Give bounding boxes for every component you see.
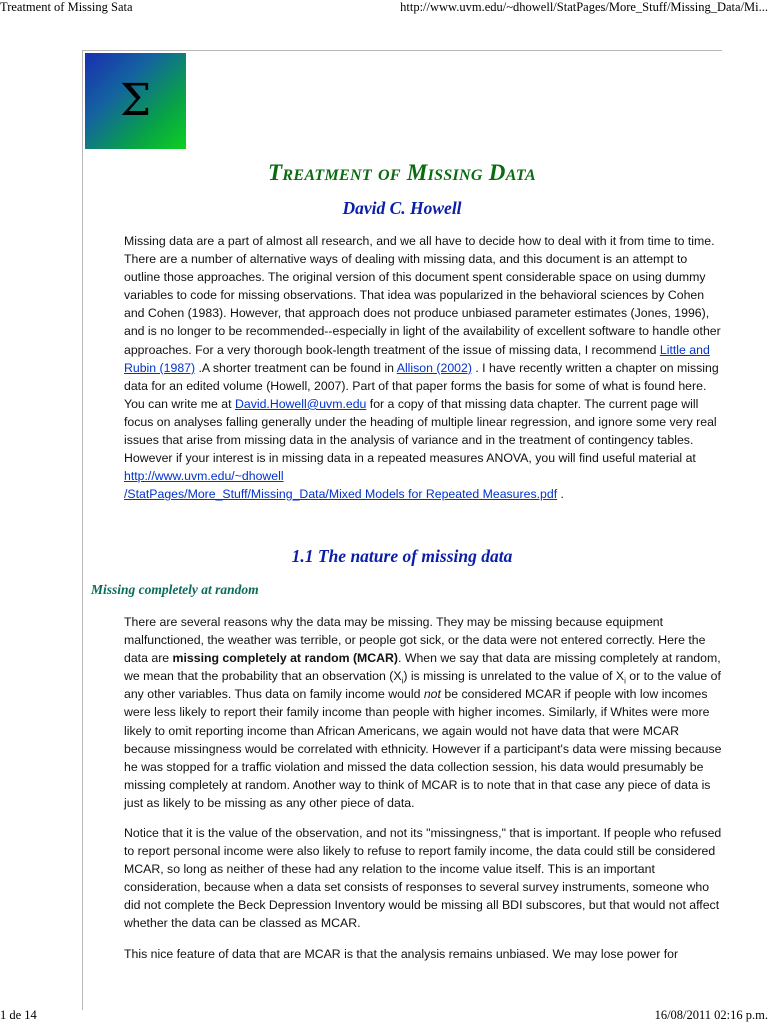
repeated-measures-link-line-1: http://www.uvm.edu/~dhowell — [124, 469, 284, 484]
content-frame-top-border — [82, 50, 722, 51]
intro-text-1: Missing data are a part of almost all research, and we all have to decide how to deal with it from time to time. There are a number of alternative ways of dealing with missing data, and this document is an attempt to outline those approaches. The original version of this document spent considerable space on using dummy variables to code for missing observations. That idea was popularized in the behavioral sciences by Cohen and Cohen (1983). However, that approach does not produce unbiased parameter estimates (Jones, 1996), and is no longer to be recommended--especially in light of the availability of excellent software to handle other approaches. For a very thorough book-length treatment of the issue of missing data, I recommend — [124, 234, 721, 357]
mcar-text-2: . When we say that data are missing completely at random, we mean that the probability that an observation (X — [124, 651, 721, 684]
print-datetime: 16/08/2011 02:16 p.m. — [654, 1008, 768, 1022]
missingness-paragraph: Notice that it is the value of the observation, and not its "missingness," that is important. If people who refused to report personal income were also likely to refuse to report family income, the data could still be considered MCAR, so long as neither of these had any relation to the income value itself. This is an important consideration, because when a data set consists of responses to several survey instruments, someone who did not complete the Beck Depression Inventory would be missing all BDI subscores, but that would not affect whether the data can be classed as MCAR. — [124, 826, 722, 931]
content-frame-left-border — [82, 50, 83, 1010]
intro-text-5: . — [557, 487, 564, 502]
allison-link[interactable]: Allison (2002) — [396, 360, 472, 375]
intro-text-2: .A shorter treatment can be found in — [195, 360, 397, 375]
mcar-text-3: ) is missing is unrelated to the value of X — [403, 669, 625, 684]
emphasis-not: not — [423, 687, 441, 702]
section-heading: 1.1 The nature of missing data — [291, 546, 513, 566]
mcar-text-1: There are several reasons why the data may be missing. They may be missing because equipment malfunctioned, the weather was terrible, or people got sick, or the data were not entered correctly. Here the data are — [124, 615, 706, 666]
page-url: http://www.uvm.edu/~dhowell/StatPages/More_Stuff/Missing_Data/Mi... — [400, 0, 768, 14]
intro-text-4: for a copy of that missing data chapter. The current page will focus on analyses falling generally under the heading of multiple linear regression, and ignore some very real issues that arise from missing data in the analysis of variance and in the treatment of contingency tables. However if your interest is in missing data in a repeated measures ANOVA, you will find useful material at — [124, 396, 717, 466]
page-number: 1 de 14 — [0, 1008, 37, 1022]
little-rubin-link[interactable]: Little and Rubin (1987) — [124, 342, 710, 375]
page-title: Treatment of Missing Sata — [0, 0, 133, 14]
repeated-measures-link-line-2: /StatPages/More_Stuff/Missing_Data/Mixed Models for Repeated Measures.pdf — [124, 487, 558, 502]
print-footer — [0, 1008, 768, 1024]
mcar-text-5: be considered MCAR if people with low incomes were less likely to report their family income than people with higher incomes. Similarly, if Whites were more likely to omit reporting income than African Americans, we again would not have data that were MCAR because missingness would be correlated with ethnicity. However if a participant's data were missing because he was stopped for a traffic violation and missed the data collection session, his data would presumably be missing completely at random. Another way to think of MCAR is to note that in that case any piece of data is just as likely to be missing as any other piece of data. — [124, 687, 722, 810]
document-title: Treatment of Missing Data — [268, 160, 536, 185]
repeated-measures-link[interactable] — [124, 469, 557, 501]
mcar-text-4: or to the value of any other variables. Thus data on family income would — [124, 669, 721, 702]
sigma-icon: Σ — [119, 75, 152, 126]
subscript-i: i — [401, 676, 404, 686]
subsection-heading: Missing completely at random — [91, 582, 259, 597]
sigma-logo — [85, 53, 186, 149]
email-link[interactable]: David.Howell@uvm.edu — [234, 396, 367, 411]
print-header — [0, 0, 768, 16]
subscript-i: i — [624, 676, 626, 686]
unbiased-paragraph: This nice feature of data that are MCAR is that the analysis remains unbiased. We may lose power for — [124, 947, 679, 961]
intro-text-3: . I have recently written a chapter on missing data for an edited volume (Howell, 2007). Part of that paper forms the basis for some of what is found here. You can write me at — [124, 360, 719, 411]
document-author: David C. Howell — [342, 198, 462, 218]
intro-paragraph — [124, 232, 726, 503]
mcar-term: missing completely at random (MCAR) — [172, 651, 399, 666]
mcar-paragraph — [124, 613, 726, 812]
